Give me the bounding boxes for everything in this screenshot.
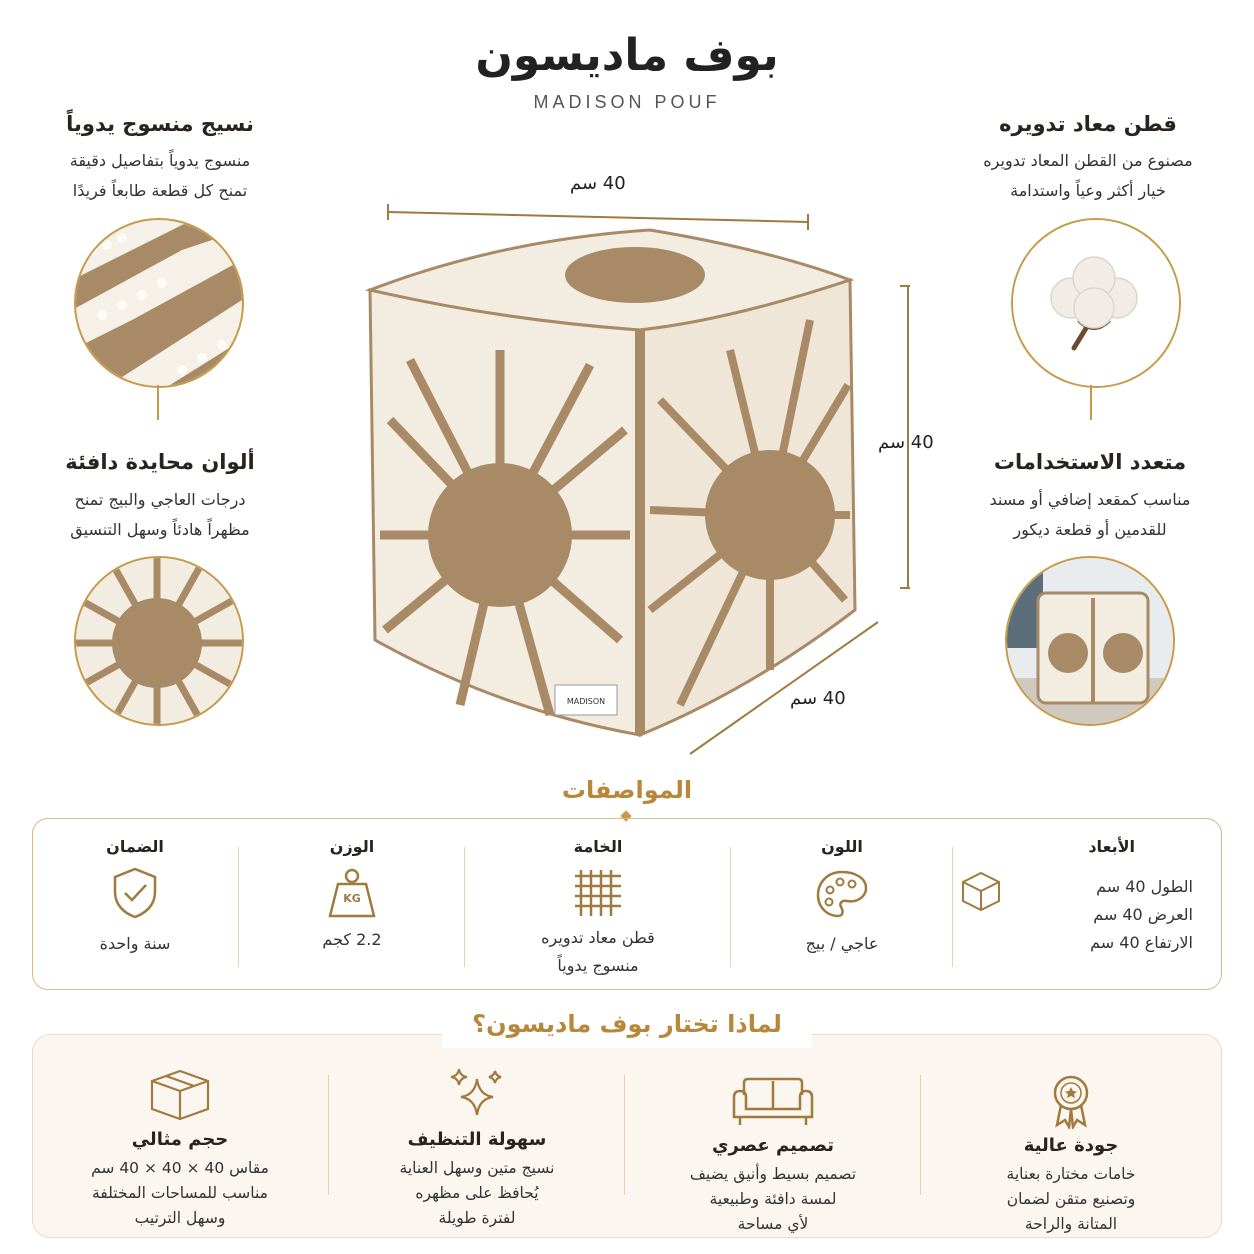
why-size-desc xyxy=(31,1156,329,1231)
feature-cotton-desc xyxy=(938,146,1238,206)
why-quality-line3: المتانة والراحة xyxy=(1024,1215,1118,1233)
sparkle-icon xyxy=(447,1065,507,1121)
spec-material-line1: قطن معاد تدويره xyxy=(541,928,655,947)
why-design xyxy=(625,1035,921,1237)
spec-material-line2: منسوج يدوياً xyxy=(557,956,639,975)
dimension-top-label: 40 سم xyxy=(570,173,626,194)
why-quality-title: جودة عالية xyxy=(1023,1135,1119,1156)
why-design-line1: تصميم بسيط وأنيق يضيف xyxy=(689,1165,857,1183)
why-size xyxy=(31,1035,329,1237)
spec-weight xyxy=(239,819,465,989)
dimension-line-top xyxy=(388,212,808,222)
feature-cotton-line1: مصنوع من القطن المعاد تدويره xyxy=(983,151,1193,170)
sofa-icon xyxy=(730,1075,816,1127)
shield-check-icon xyxy=(110,866,160,920)
pouf-product-image xyxy=(350,170,910,770)
feature-handwoven-line2: تمنح كل قطعة طابعاً فريدًا xyxy=(72,181,248,200)
feature-cotton-line2: خيار أكثر وعياً واستدامة xyxy=(1010,181,1166,200)
box-icon xyxy=(959,869,1003,913)
spec-dimensions xyxy=(953,819,1221,989)
why-size-line1: مقاس 40 × 40 × 40 سم xyxy=(91,1159,269,1177)
spec-height: الارتفاع 40 سم xyxy=(1090,933,1193,952)
spec-material-label: الخامة xyxy=(573,837,623,856)
why-cleaning-line1: نسيج متين وسهل العناية xyxy=(399,1159,555,1177)
page-subtitle: MADISON POUF xyxy=(533,92,721,112)
specs-panel xyxy=(32,818,1222,990)
weight-badge: KG xyxy=(343,892,361,905)
spec-color-value: عاجي / بيج xyxy=(805,934,879,953)
dimension-right-label: 40 سم xyxy=(878,432,934,453)
why-design-title: تصميم عصري xyxy=(711,1135,835,1156)
spec-color xyxy=(731,819,953,989)
why-size-title: حجم مثالي xyxy=(131,1129,229,1150)
award-badge-icon xyxy=(1047,1073,1095,1129)
weight-icon xyxy=(324,866,380,920)
why-quality-line1: خامات مختارة بعناية xyxy=(1006,1165,1136,1183)
spec-weight-label: الوزن xyxy=(329,837,375,856)
feature-handwoven-line1: منسوج يدوياً بتفاصيل دقيقة xyxy=(69,151,251,170)
why-design-line2: لمسة دافئة وطبيعية xyxy=(709,1190,837,1208)
connector-line-right xyxy=(1090,385,1092,420)
feature-colors-title: ألوان محايدة دافئة xyxy=(65,450,255,474)
why-cleaning xyxy=(329,1035,625,1237)
why-design-desc xyxy=(625,1162,921,1237)
why-size-line3: وسهل الترتيب xyxy=(134,1209,226,1227)
spec-warranty-value: سنة واحدة xyxy=(99,934,171,953)
feature-colors-line2: مظهراً هادئاً وسهل التنسيق xyxy=(70,520,250,539)
spec-weight-value: 2.2 كجم xyxy=(322,930,382,949)
spec-warranty-label: الضمان xyxy=(106,837,164,856)
feature-multi-desc xyxy=(940,485,1240,545)
spec-warranty xyxy=(31,819,239,989)
why-quality-desc xyxy=(921,1162,1221,1237)
dimension-bottom-label: 40 سم xyxy=(790,688,846,709)
why-size-line2: مناسب للمساحات المختلفة xyxy=(92,1184,268,1202)
specs-title: المواصفات xyxy=(561,776,693,804)
why-quality-line2: وتصنيع متقن لضمان xyxy=(1006,1190,1136,1208)
spec-dimensions-values xyxy=(1090,873,1193,957)
why-design-line3: لأي مساحة xyxy=(737,1215,809,1233)
page-title: بوف ماديسون xyxy=(475,30,779,81)
cotton-icon xyxy=(1011,218,1181,388)
why-quality xyxy=(921,1035,1221,1237)
product-tag-label: MADISON xyxy=(566,697,606,706)
feature-multi-line2: للقدمين أو قطعة ديكور xyxy=(1013,520,1167,539)
why-cleaning-title: سهولة التنظيف xyxy=(407,1129,547,1150)
feature-handwoven-title: نسيج منسوج يدوياً xyxy=(66,112,254,136)
pattern-texture-image xyxy=(74,556,244,726)
spec-dimensions-label: الأبعاد xyxy=(1088,837,1135,856)
feature-cotton-title: قطن معاد تدويره xyxy=(999,112,1177,136)
room-scene-image xyxy=(1005,556,1175,726)
feature-colors-line1: درجات العاجي والبيج تمنح xyxy=(74,490,246,509)
spec-material xyxy=(465,819,731,989)
feature-handwoven-desc xyxy=(10,146,310,206)
feature-multi-line1: مناسب كمقعد إضافي أو مسند xyxy=(989,490,1191,509)
spec-length: الطول 40 سم xyxy=(1096,877,1193,896)
spec-material-value xyxy=(465,924,731,980)
package-box-icon xyxy=(148,1067,212,1123)
spec-color-label: اللون xyxy=(821,837,863,856)
connector-line-left xyxy=(157,385,159,420)
weave-texture-image xyxy=(74,218,244,388)
why-cleaning-line3: لفترة طويلة xyxy=(438,1209,516,1227)
why-title: لماذا تختار بوف ماديسون؟ xyxy=(472,1010,782,1038)
feature-multi-title: متعدد الاستخدامات xyxy=(993,450,1187,474)
weave-grid-icon xyxy=(571,866,625,920)
palette-icon xyxy=(814,868,870,920)
why-cleaning-desc xyxy=(329,1156,625,1231)
why-cleaning-line2: يُحافظ على مظهره xyxy=(415,1184,539,1202)
why-panel xyxy=(32,1034,1222,1238)
spec-width: العرض 40 سم xyxy=(1093,905,1193,924)
feature-colors-desc xyxy=(10,485,310,545)
